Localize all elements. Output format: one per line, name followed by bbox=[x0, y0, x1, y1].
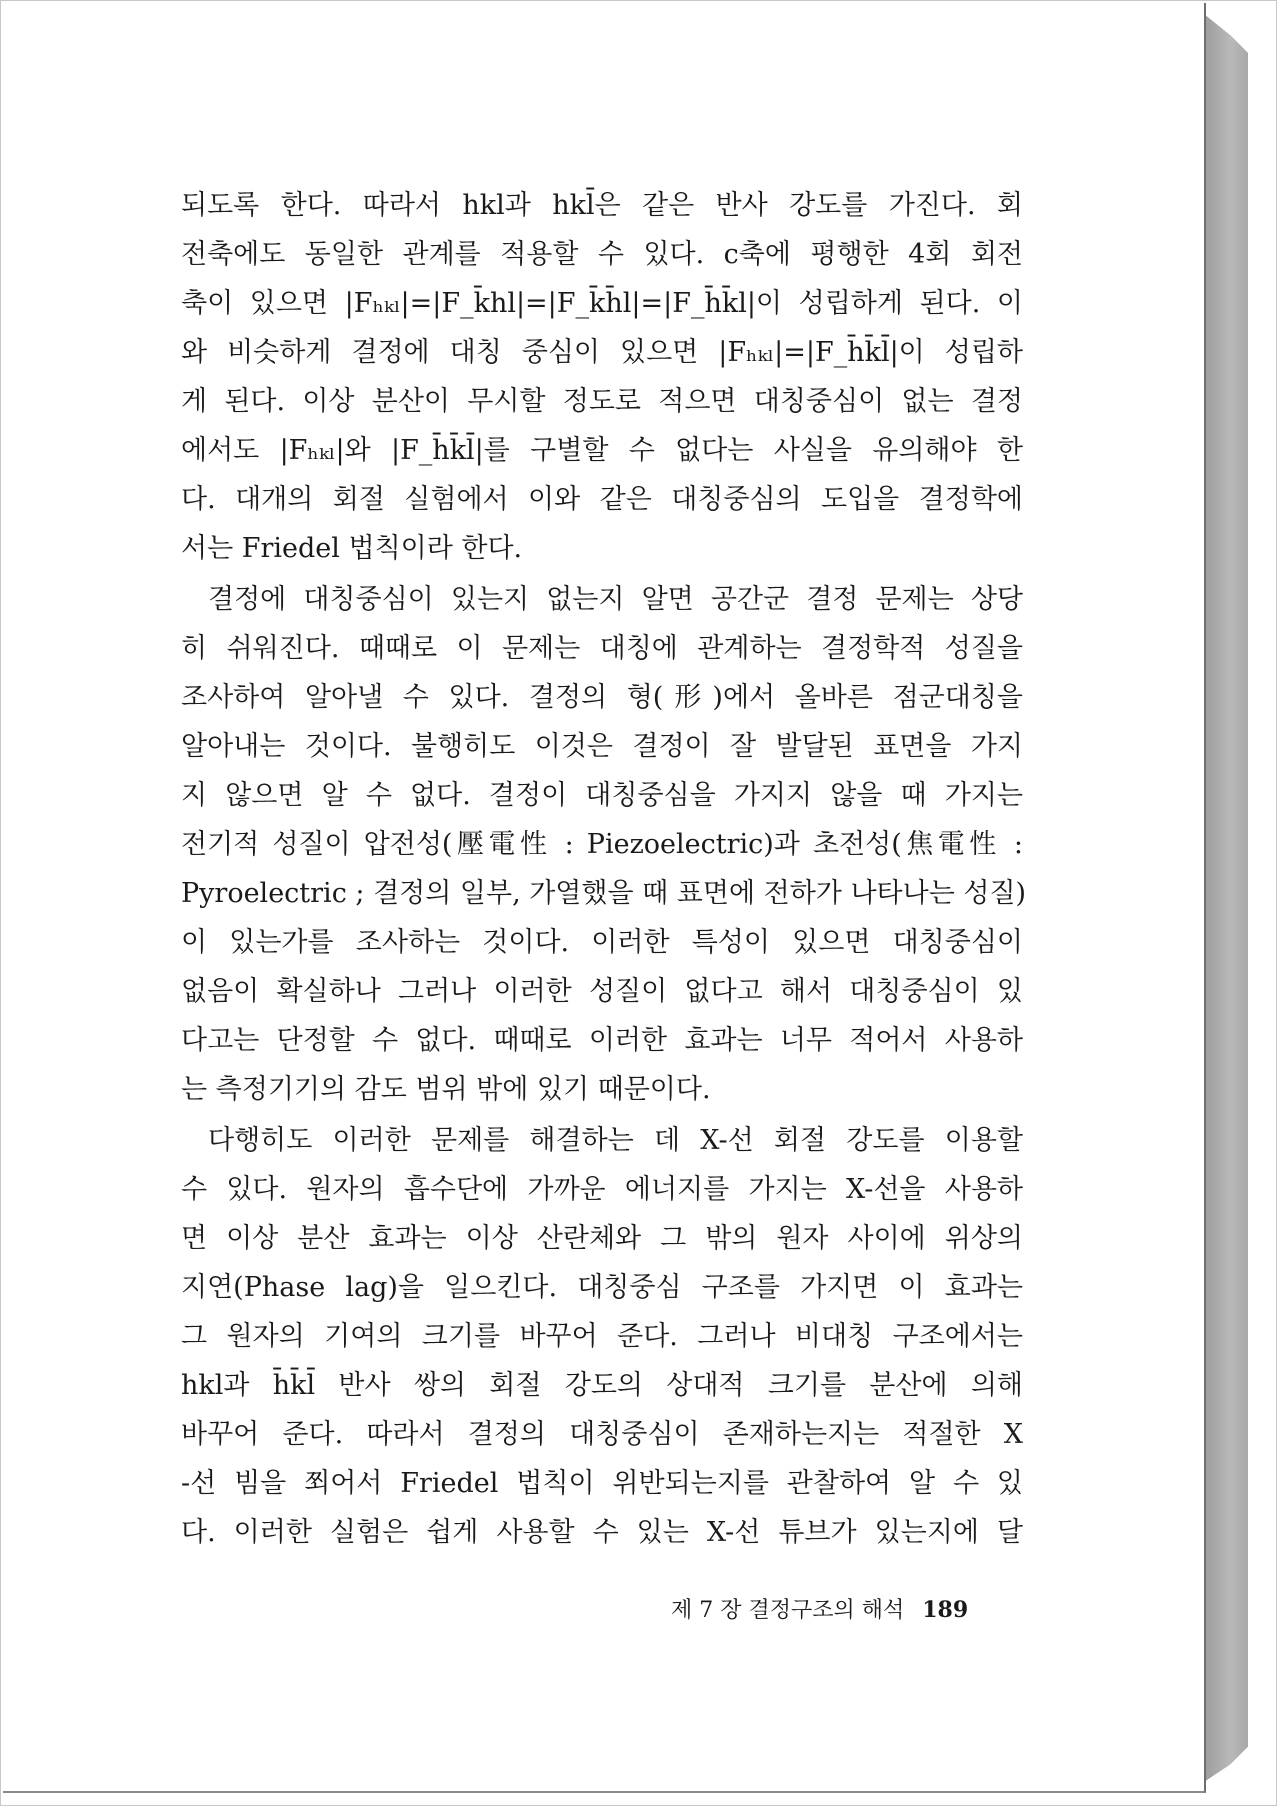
text-line: 이 있는가를 조사하는 것이다. 이러한 특성이 있으면 대칭중심이 bbox=[181, 927, 1023, 958]
text-line: 수 있다. 원자의 흡수단에 가까운 에너지를 가지는 X-선을 사용하 bbox=[181, 1174, 1023, 1205]
text-line: 서는 Friedel 법칙이라 한다. bbox=[181, 533, 523, 564]
text-line: 다고는 단정할 수 없다. 때때로 이러한 효과는 너무 적어서 사용하 bbox=[181, 1025, 1023, 1056]
paragraph-1 bbox=[181, 181, 1023, 573]
text-line: 전기적 성질이 압전성(壓電性 : Piezoelectric)과 초전성(焦電性 : bbox=[181, 829, 1023, 860]
book-page bbox=[3, 3, 1206, 1793]
text-line: 알아내는 것이다. 불행히도 이것은 결정이 잘 발달된 표면을 가지 bbox=[181, 731, 1023, 762]
paragraph-3 bbox=[181, 1116, 1023, 1557]
text-line: 바꾸어 준다. 따라서 결정의 대칭중심이 존재하는지는 적절한 X bbox=[181, 1419, 1023, 1450]
book-side-edge bbox=[1204, 14, 1248, 1782]
chapter-title: 제 7 장 결정구조의 해석 bbox=[671, 1598, 905, 1623]
text-line: 되도록 한다. 따라서 hkl과 hkl̄은 같은 반사 강도를 가진다. 회 bbox=[181, 190, 1023, 221]
text-line: 다행히도 이러한 문제를 해결하는 데 X-선 회절 강도를 이용할 bbox=[208, 1125, 1023, 1156]
text-line: 지 않으면 알 수 없다. 결정이 대칭중심을 가지지 않을 때 가지는 bbox=[181, 780, 1023, 811]
text-line: 와 비슷하게 결정에 대칭 중심이 있으면 |Fₕₖₗ|=|F_h̄k̄l̄|이 성립하 bbox=[181, 337, 1023, 368]
text-line: 다. 이러한 실험은 쉽게 사용할 수 있는 X-선 튜브가 있는지에 달 bbox=[181, 1517, 1023, 1548]
text-line: 면 이상 분산 효과는 이상 산란체와 그 밖의 원자 사이에 위상의 bbox=[181, 1223, 1023, 1254]
text-line: 결정에 대칭중심이 있는지 없는지 알면 공간군 결정 문제는 상당 bbox=[208, 584, 1023, 615]
text-line: 는 측정기기의 감도 범위 밖에 있기 때문이다. bbox=[181, 1074, 711, 1105]
text-line: 히 쉬워진다. 때때로 이 문제는 대칭에 관계하는 결정학적 성질을 bbox=[181, 633, 1023, 664]
text-line: 전축에도 동일한 관계를 적용할 수 있다. c축에 평행한 4회 회전 bbox=[181, 239, 1023, 270]
text-line: Pyroelectric ; 결정의 일부, 가열했을 때 표면에 전하가 나타나는 성질) bbox=[181, 878, 1027, 909]
text-line: hkl과 h̄k̄l̄ 반사 쌍의 회절 강도의 상대적 크기를 분산에 의해 bbox=[181, 1370, 1023, 1401]
text-line: 그 원자의 기여의 크기를 바꾸어 준다. 그러나 비대칭 구조에서는 bbox=[181, 1321, 1023, 1352]
text-line: 축이 있으면 |Fₕₖₗ|=|F_k̄hl|=|F_k̄h̄l|=|F_h̄k̄l|이 성립하게 된다. 이 bbox=[181, 288, 1023, 319]
paragraph-2 bbox=[181, 575, 1027, 1114]
text-line: 지연(Phase lag)을 일으킨다. 대칭중심 구조를 가지면 이 효과는 bbox=[181, 1272, 1023, 1303]
page-number: 189 bbox=[922, 1597, 969, 1623]
text-line: 조사하여 알아낼 수 있다. 결정의 형(形)에서 올바른 점군대칭을 bbox=[181, 682, 1023, 713]
text-line: 없음이 확실하나 그러나 이러한 성질이 없다고 해서 대칭중심이 있 bbox=[181, 976, 1023, 1007]
text-line: 게 된다. 이상 분산이 무시할 정도로 적으면 대칭중심이 없는 결정 bbox=[181, 386, 1023, 417]
text-line: 에서도 |Fₕₖₗ|와 |F_h̄k̄l̄|를 구별할 수 없다는 사실을 유의해야 한 bbox=[181, 435, 1023, 466]
page-footer bbox=[671, 1593, 1023, 1624]
text-line: 다. 대개의 회절 실험에서 이와 같은 대칭중심의 도입을 결정학에 bbox=[181, 484, 1023, 515]
text-line: -선 빔을 쬐어서 Friedel 법칙이 위반되는지를 관찰하여 알 수 있 bbox=[181, 1468, 1023, 1499]
body-text bbox=[181, 181, 1027, 1559]
